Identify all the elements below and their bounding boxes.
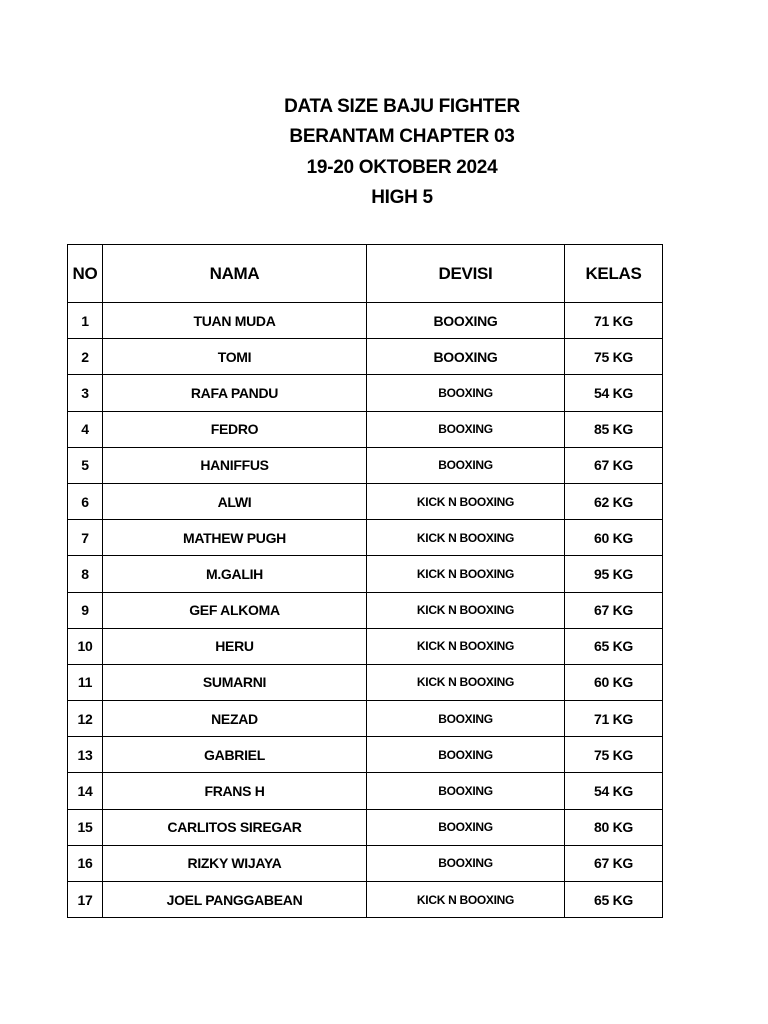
- cell-nama: GEF ALKOMA: [103, 592, 367, 628]
- table-row: [68, 701, 663, 737]
- fighter-table: [67, 244, 663, 918]
- column-header-kelas: KELAS: [565, 245, 663, 303]
- table-row: [68, 339, 663, 375]
- cell-nama: TOMI: [103, 339, 367, 375]
- cell-kelas: 60 KG: [565, 520, 663, 556]
- cell-no: 17: [68, 882, 103, 918]
- column-header-no: NO: [68, 245, 103, 303]
- cell-no: 15: [68, 809, 103, 845]
- title-line-venue: HIGH 5: [371, 186, 433, 208]
- cell-devisi: KICK N BOOXING: [367, 664, 565, 700]
- cell-nama: FEDRO: [103, 411, 367, 447]
- cell-nama: HANIFFUS: [103, 447, 367, 483]
- cell-nama: RAFA PANDU: [103, 375, 367, 411]
- cell-devisi: BOOXING: [367, 411, 565, 447]
- cell-no: 4: [68, 411, 103, 447]
- title-line-date: 19-20 OKTOBER 2024: [306, 156, 498, 178]
- table-row: [68, 845, 663, 881]
- table-row: [68, 592, 663, 628]
- table-row: [68, 737, 663, 773]
- cell-kelas: 71 KG: [565, 701, 663, 737]
- cell-kelas: 67 KG: [565, 447, 663, 483]
- cell-devisi: BOOXING: [367, 809, 565, 845]
- cell-devisi: BOOXING: [367, 339, 565, 375]
- cell-nama: RIZKY WIJAYA: [103, 845, 367, 881]
- table-row: [68, 664, 663, 700]
- cell-kelas: 80 KG: [565, 809, 663, 845]
- table-row: [68, 882, 663, 918]
- cell-kelas: 71 KG: [565, 303, 663, 339]
- cell-kelas: 67 KG: [565, 592, 663, 628]
- table-row: [68, 520, 663, 556]
- cell-nama: MATHEW PUGH: [103, 520, 367, 556]
- table-row: [68, 303, 663, 339]
- cell-no: 8: [68, 556, 103, 592]
- cell-no: 7: [68, 520, 103, 556]
- cell-nama: HERU: [103, 628, 367, 664]
- cell-devisi: BOOXING: [367, 375, 565, 411]
- cell-no: 6: [68, 483, 103, 519]
- table-row: [68, 809, 663, 845]
- cell-no: 5: [68, 447, 103, 483]
- table-row: [68, 483, 663, 519]
- cell-kelas: 54 KG: [565, 375, 663, 411]
- cell-nama: CARLITOS SIREGAR: [103, 809, 367, 845]
- table-row: [68, 375, 663, 411]
- cell-nama: SUMARNI: [103, 664, 367, 700]
- cell-devisi: KICK N BOOXING: [367, 483, 565, 519]
- cell-nama: TUAN MUDA: [103, 303, 367, 339]
- cell-no: 9: [68, 592, 103, 628]
- title-line-main: DATA SIZE BAJU FIGHTER: [284, 96, 520, 117]
- cell-devisi: BOOXING: [367, 737, 565, 773]
- column-header-nama: NAMA: [103, 245, 367, 303]
- cell-devisi: KICK N BOOXING: [367, 520, 565, 556]
- cell-kelas: 65 KG: [565, 628, 663, 664]
- cell-devisi: KICK N BOOXING: [367, 882, 565, 918]
- cell-devisi: BOOXING: [367, 447, 565, 483]
- cell-nama: FRANS H: [103, 773, 367, 809]
- fighter-table-body: [68, 303, 663, 918]
- header-row: [68, 245, 663, 303]
- column-header-devisi: DEVISI: [367, 245, 565, 303]
- table-row: [68, 411, 663, 447]
- cell-devisi: BOOXING: [367, 701, 565, 737]
- cell-nama: ALWI: [103, 483, 367, 519]
- cell-devisi: BOOXING: [367, 773, 565, 809]
- document-title: [0, 92, 768, 213]
- cell-kelas: 75 KG: [565, 737, 663, 773]
- cell-no: 16: [68, 845, 103, 881]
- cell-kelas: 85 KG: [565, 411, 663, 447]
- table-row: [68, 773, 663, 809]
- cell-nama: NEZAD: [103, 701, 367, 737]
- cell-no: 3: [68, 375, 103, 411]
- cell-devisi: KICK N BOOXING: [367, 628, 565, 664]
- title-line-event: BERANTAM CHAPTER 03: [289, 126, 515, 148]
- cell-devisi: KICK N BOOXING: [367, 556, 565, 592]
- cell-kelas: 95 KG: [565, 556, 663, 592]
- cell-no: 12: [68, 701, 103, 737]
- table-row: [68, 447, 663, 483]
- cell-devisi: BOOXING: [367, 303, 565, 339]
- cell-devisi: BOOXING: [367, 845, 565, 881]
- cell-no: 14: [68, 773, 103, 809]
- table-row: [68, 628, 663, 664]
- cell-kelas: 67 KG: [565, 845, 663, 881]
- cell-devisi: KICK N BOOXING: [367, 592, 565, 628]
- cell-no: 1: [68, 303, 103, 339]
- cell-no: 2: [68, 339, 103, 375]
- cell-nama: JOEL PANGGABEAN: [103, 882, 367, 918]
- fighter-table-header: [68, 245, 663, 303]
- cell-no: 10: [68, 628, 103, 664]
- cell-no: 11: [68, 664, 103, 700]
- cell-kelas: 62 KG: [565, 483, 663, 519]
- cell-nama: GABRIEL: [103, 737, 367, 773]
- cell-nama: M.GALIH: [103, 556, 367, 592]
- cell-kelas: 65 KG: [565, 882, 663, 918]
- cell-kelas: 60 KG: [565, 664, 663, 700]
- cell-kelas: 54 KG: [565, 773, 663, 809]
- cell-no: 13: [68, 737, 103, 773]
- table-row: [68, 556, 663, 592]
- cell-kelas: 75 KG: [565, 339, 663, 375]
